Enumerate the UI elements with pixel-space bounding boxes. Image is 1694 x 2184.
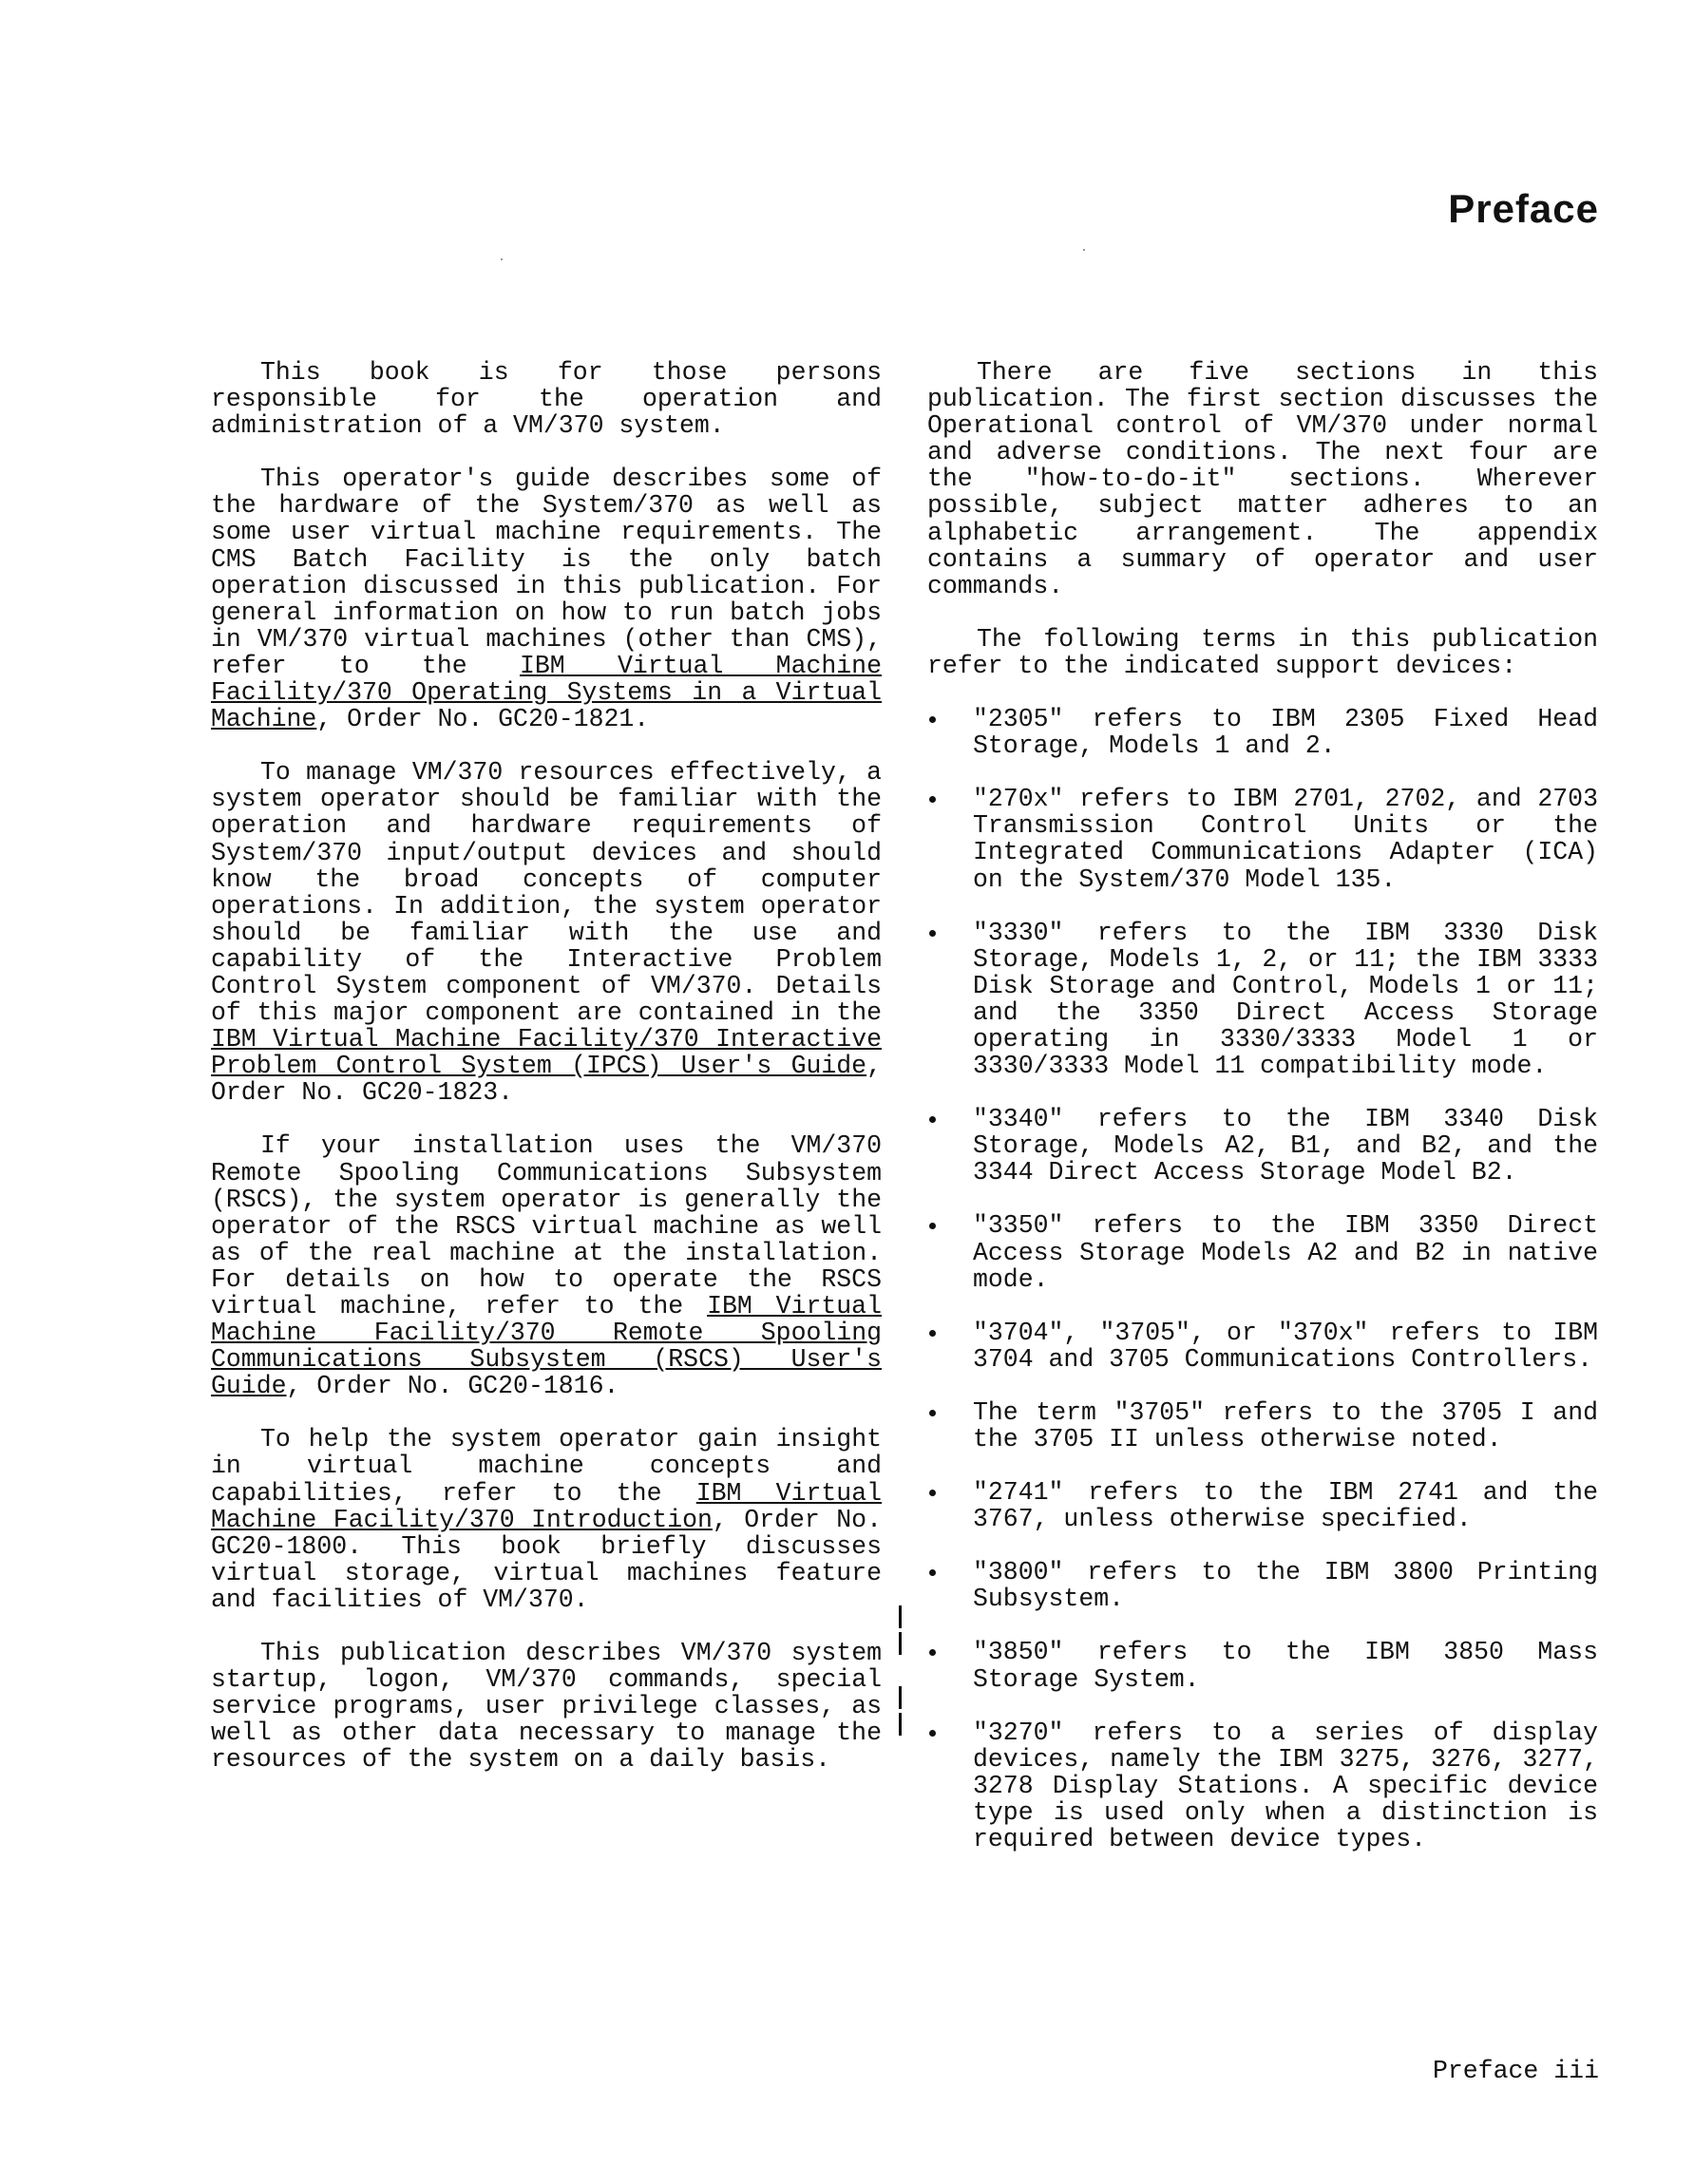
insight-paragraph: To help the system operator gain insight in virtual machine concepts and capabilities, refer to the IBM Virtual Machine Facility/370 Introduction, Order No. GC20-1800. This book briefly discusses virtual storage, virtual machines feature and facilities of VM/370. — [211, 1425, 883, 1614]
publication-reference-rscs: IBM Virtual Machine Facility/370 Remote Spooling Communications Subsystem (RSCS) User's Guide — [211, 1292, 882, 1401]
left-column — [211, 359, 882, 1800]
manage-resources-paragraph: To manage VM/370 resources effectively, a system operator should be familiar with the operation and hardware requirements of System/370 input/output devices and should know the broad concepts of computer operations. In addition, the system operator should be familiar with the use and capability of the Interactive Problem Control System component of VM/370. Details of this major component are contained in the IBM Virtual Machine Facility/370 Interactive Problem Control System (IPCS) User's Guide, Order No. GC20-1823. — [211, 758, 882, 1108]
device-term-item: "2741" refers to the IBM 2741 and the 3767, unless otherwise specified. — [927, 1479, 1598, 1532]
device-terms-list — [927, 706, 1598, 1852]
terms-intro-paragraph: The following terms in this publication refer to the indicated support devices: — [927, 624, 1598, 680]
sections-paragraph: There are five sections in this publication. The first section discusses the Operational control of VM/370 under normal and adverse conditions. The next four are the "how-to-do-it" sections. Wherever possible, subject matter adheres to an alphabetic arrangement. The appendix contains a summary of operator and user commands. — [927, 358, 1598, 600]
device-term-item: "2305" refers to IBM 2305 Fixed Head Storage, Models 1 and 2. — [927, 706, 1598, 759]
device-term-item: "270x" refers to IBM 2701, 2702, and 2703 Transmission Control Units or the Integrated Communications Adapter (ICA) on the System/370 Model 135. — [927, 786, 1598, 892]
revision-bar — [899, 1713, 902, 1736]
revision-bar — [899, 1632, 902, 1655]
device-term-item: "3850" refers to the IBM 3850 Mass Storage System. — [927, 1639, 1598, 1692]
page-footer — [1433, 2057, 1599, 2085]
revision-bar — [899, 1605, 902, 1628]
publication-reference-os: IBM Virtual Machine Facility/370 Operating Systems in a Virtual Machine — [211, 651, 882, 734]
device-term-item: "3340" refers to the IBM 3340 Disk Storage, Models A2, B1, and B2, and the 3344 Direct Access Storage Model B2. — [927, 1106, 1598, 1186]
operator-guide-paragraph: This operator's guide describes some of the hardware of the System/370 as well as some user virtual machine requirements. The CMS Batch Facility is the only batch operation discussed in this publication. For general information on how to run batch jobs in VM/370 virtual machines (other than CMS), refer to the IBM Virtual Machine Facility/370 Operating Systems in a Virtual Machine, Order No. GC20-1821. — [211, 465, 882, 734]
device-term-item: "3330" refers to the IBM 3330 Disk Storage, Models 1, 2, or 11; the IBM 3333 Disk Storage and Control, Models 1 or 11; and the 3350 Direct Access Storage operating in 3330/3333 Model 1 or 3330/3333 Model 11 compatibility mode. — [927, 920, 1598, 1080]
device-term-item: "3800" refers to the IBM 3800 Printing Subsystem. — [927, 1559, 1598, 1612]
scan-speck — [501, 258, 503, 260]
right-column — [927, 359, 1598, 1879]
rscs-paragraph: If your installation uses the VM/370 Remote Spooling Communications Subsystem (RSCS), the system operator is generally the operator of the RSCS virtual machine as well as of the real machine at the installation. For details on how to operate the RSCS virtual machine, refer to the IBM Virtual Machine Facility/370 Remote Spooling Communications Subsystem (RSCS) User's Guide, Order No. GC20-1816. — [211, 1131, 882, 1401]
publication-reference-ipcs: IBM Virtual Machine Facility/370 Interactive Problem Control System (IPCS) User's Guide — [211, 1025, 882, 1081]
publication-scope-paragraph: This publication describes VM/370 system startup, logon, VM/370 commands, special service programs, user privilege classes, as well as other data necessary to manage the resources of the system on a daily basis. — [211, 1639, 882, 1775]
revision-bar — [899, 1686, 902, 1709]
page-title: Preface — [1448, 186, 1599, 231]
device-term-item: The term "3705" refers to the 3705 I and the 3705 II unless otherwise noted. — [927, 1399, 1598, 1453]
scan-speck — [1083, 249, 1085, 251]
device-term-item: "3270" refers to a series of display devices, namely the IBM 3275, 3276, 3277, 3278 Display Stations. A specific device type is used only when a distinction is required between device types. — [927, 1719, 1598, 1852]
page-number: iii — [1553, 2057, 1599, 2085]
device-term-item: "3350" refers to the IBM 3350 Direct Access Storage Models A2 and B2 in native mode. — [927, 1212, 1598, 1292]
publication-reference-introduction: IBM Virtual Machine Facility/370 Introduction — [211, 1478, 883, 1534]
device-term-item: "3704", "3705", or "370x" refers to IBM 3704 and 3705 Communications Controllers. — [927, 1320, 1598, 1373]
footer-label: Preface — [1432, 2057, 1539, 2085]
intro-paragraph: This book is for those persons responsible for the operation and administration of a VM/370 system. — [211, 358, 882, 441]
